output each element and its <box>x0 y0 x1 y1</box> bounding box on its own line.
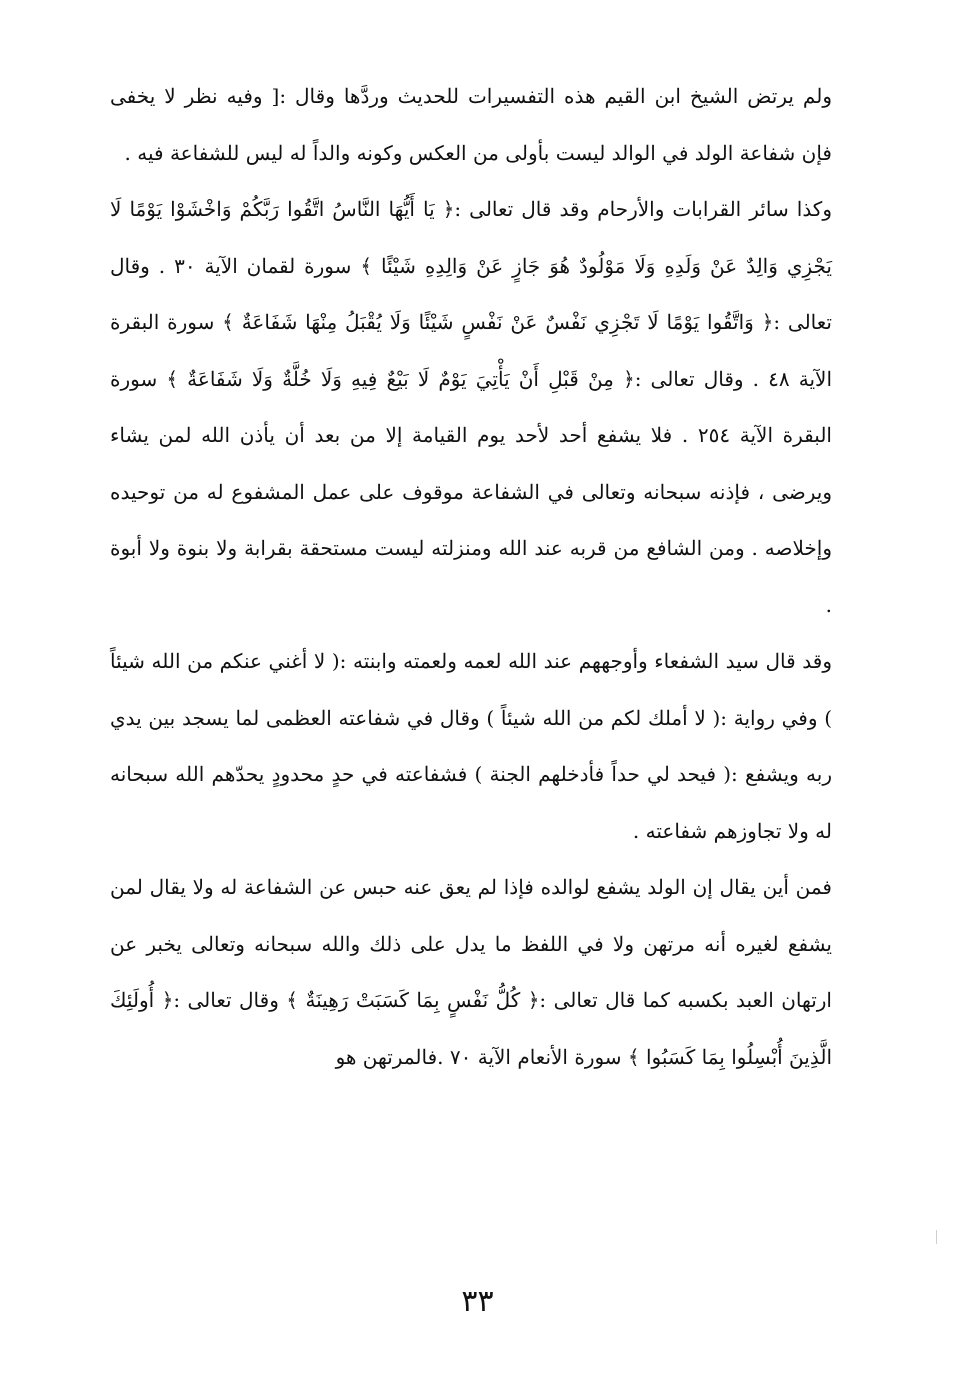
paragraph-2: وكذا سائر القرابات والأرحام وقد قال تعالى :﴿ يَا أَيُّهَا النَّاسُ اتَّقُوا رَبَّكُمْ وَاخْشَوْا يَوْمًا لَا يَجْزِي وَالِدٌ عَنْ وَلَدِهِ وَلَا مَوْلُودٌ هُوَ جَازٍ عَنْ وَالِدِهِ شَيْئًا ﴾ سورة لقمان الآية ٣٠ . وقال تعالى :﴿ وَاتَّقُوا يَوْمًا لَا تَجْزِي نَفْسٌ عَنْ نَفْسٍ شَيْئًا وَلَا يُقْبَلُ مِنْهَا شَفَاعَةٌ ﴾ سورة البقرة الآية ٤٨ . وقال تعالى :﴿ مِنْ قَبْلِ أَنْ يَأْتِيَ يَوْمٌ لَا بَيْعٌ فِيهِ وَلَا خُلَّةٌ وَلَا شَفَاعَةٌ ﴾ سورة البقرة الآية ٢٥٤ . فلا يشفع أحد لأحد يوم القيامة إلا من بعد أن يأذن الله لمن يشاء ويرضى ، فإذنه سبحانه وتعالى في الشفاعة موقوف على عمل المشفوع له من توحيده وإخلاصه . ومن الشافع من قربه عند الله ومنزلته ليست مستحقة بقرابة ولا بنوة ولا أبوة . <box>110 197 832 617</box>
body-text <box>110 68 832 1085</box>
page-number: ٣٣ <box>461 1284 494 1319</box>
paragraph-1: ولم يرتض الشيخ ابن القيم هذه التفسيرات للحديث وردَّها وقال :[ وفيه نظر لا يخفى فإن شفاعة الولد في الوالد ليست بأولى من العكس وكونه والداً له ليس للشفاعة فيه . <box>110 84 832 165</box>
paragraph-4: فمن أين يقال إن الولد يشفع لوالده فإذا لم يعق عنه حبس عن الشفاعة له ولا يقال لمن يشفع لغيره أنه مرتهن ولا في اللفظ ما يدل على ذلك والله سبحانه وتعالى يخبر عن ارتهان العبد بكسبه كما قال تعالى :﴿ كُلُّ نَفْسٍ بِمَا كَسَبَتْ رَهِينَةٌ ﴾ وقال تعالى :﴿ أُولَئِكَ الَّذِينَ أُبْسِلُوا بِمَا كَسَبُوا ﴾ سورة الأنعام الآية ٧٠ .فالمرتهن هو <box>110 875 832 1069</box>
paragraph-3: وقد قال سيد الشفعاء وأوجههم عند الله لعمه ولعمته وابنته :( لا أغني عنكم من الله شيئاً ) وفي رواية :( لا أملك لكم من الله شيئاً ) وقال في شفاعته العظمى لما يسجد بين يدي ربه ويشفع :( فيحد لي حداً فأدخلهم الجنة ) فشفاعته في حدٍ محدودٍ يحدّهم الله سبحانه له ولا تجاوزهم شفاعته . <box>110 649 832 843</box>
scan-edge-mark <box>936 1230 937 1244</box>
